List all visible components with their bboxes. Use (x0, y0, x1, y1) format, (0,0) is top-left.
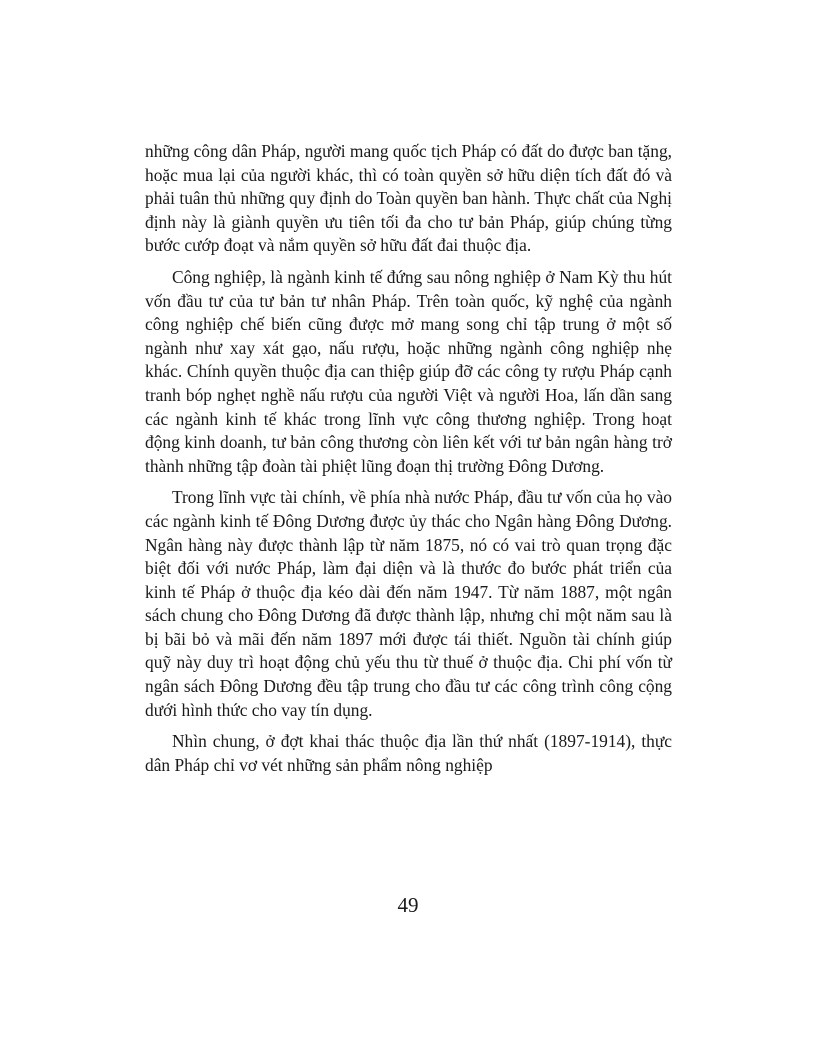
paragraph-finance: Trong lĩnh vực tài chính, về phía nhà nước Pháp, đầu tư vốn của họ vào các ngành kinh tế Đông Dương được ủy thác cho Ngân hàng Đông Dương. Ngân hàng này được thành lập từ năm 1875, nó có vai trò quan trọng đặc biệt đối với nước Pháp, làm đại diện và là thước đo bước phát triển của kinh tế Pháp ở thuộc địa kéo dài đến năm 1947. Từ năm 1887, một ngân sách chung cho Đông Dương đã được thành lập, nhưng chỉ một năm sau là bị bãi bỏ và mãi đến năm 1897 mới được tái thiết. Nguồn tài chính giúp quỹ này duy trì hoạt động chủ yếu thu từ thuế ở thuộc địa. Chi phí vốn từ ngân sách Đông Dương đều tập trung cho đầu tư các công trình công cộng dưới hình thức cho vay tín dụng. (145, 487, 672, 720)
paragraph-industry: Công nghiệp, là ngành kinh tế đứng sau nông nghiệp ở Nam Kỳ thu hút vốn đầu tư của tư bản tư nhân Pháp. Trên toàn quốc, kỹ nghệ của ngành công nghiệp chế biến cũng được mở mang song chỉ tập trung ở một số ngành như xay xát gạo, nấu rượu, hoặc những ngành công nghiệp nhẹ khác. Chính quyền thuộc địa can thiệp giúp đỡ các công ty rượu Pháp cạnh tranh bóp nghẹt nghề nấu rượu của người Việt và người Hoa, lấn dần sang các ngành kinh tế khác trong lĩnh vực công thương nghiệp. Trong hoạt động kinh doanh, tư bản công thương còn liên kết với tư bản ngân hàng trở thành những tập đoàn tài phiệt lũng đoạn thị trường Đông Dương. (145, 266, 672, 476)
paragraph-land-ownership: những công dân Pháp, người mang quốc tịch Pháp có đất do được ban tặng, hoặc mua lại của người khác, thì có toàn quyền sở hữu diện tích đất đó và phải tuân thủ những quy định do Toàn quyền ban hành. Thực chất của Nghị định này là giành quyền ưu tiên tối đa cho tư bản Pháp, giúp chúng từng bước cướp đoạt và nắm quyền sở hữu đất đai thuộc địa. (145, 141, 672, 256)
page-body-text (145, 140, 672, 785)
paragraph-exploitation: Nhìn chung, ở đợt khai thác thuộc địa lần thứ nhất (1897-1914), thực dân Pháp chỉ vơ vét những sản phẩm nông nghiệp (145, 731, 672, 775)
page-number: 49 (397, 893, 419, 917)
